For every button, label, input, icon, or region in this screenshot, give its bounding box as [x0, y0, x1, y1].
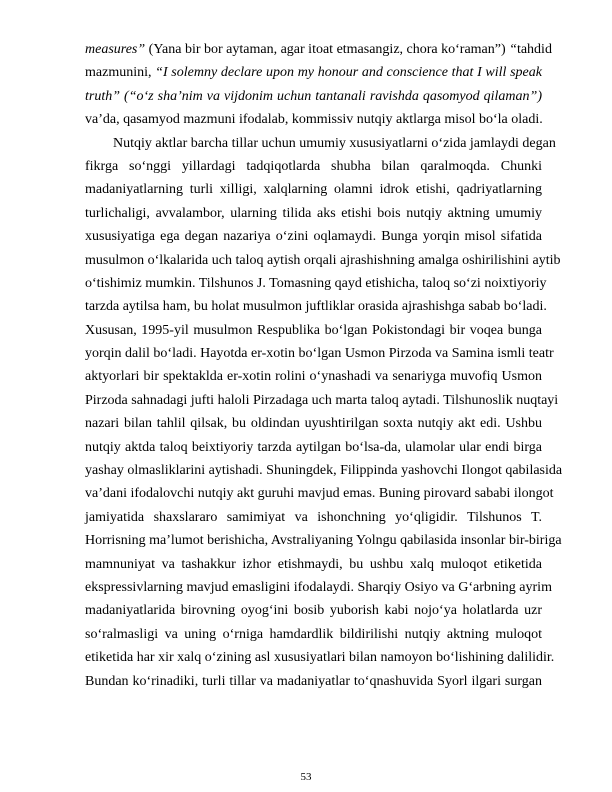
text-line: o‘tishimiz mumkin. Tilshunos J. Tomasning qayd etishicha, taloq so‘zi noixtiyoriy — [85, 275, 547, 291]
text-segment: mazmunini, — [85, 65, 156, 81]
text-line: madaniyatlarida birovning oyog‘ini bosib yuborish kabi nojo‘ya holatlarda uzr — [85, 603, 542, 619]
text-line: Pirzoda sahnadagi jufti haloli Pirzadaga uch marta taloq aytadi. Tilshunoslik nuqtayi — [85, 392, 559, 408]
document-page — [85, 38, 563, 693]
text-segment: tahdid — [516, 42, 552, 57]
paragraph-1 — [85, 38, 552, 132]
page-number: 53 — [300, 771, 312, 783]
italic-text: “I solemny declare upon my honour and conscience that I will speak — [155, 65, 542, 81]
text-line: Xususan, 1995-yil musulmon Respublika bo‘lgan Pokistondagi bir voqea bunga — [85, 322, 542, 338]
text-line: ekspressivlarning mavjud emasligini ifodalaydi. Sharqiy Osiyo va G‘arbning ayrim — [85, 579, 552, 595]
text-line — [85, 108, 542, 131]
text-line: Horrisning ma’lumot berishicha, Avstraliyaning Yolngu qabilasida insonlar bir-biriga — [85, 533, 562, 549]
text-line: musulmon o‘lkalarida uch taloq aytish orqali ajrashishning amalga oshirilishini aytib — [85, 252, 561, 268]
text-line: so‘ralmasligi va uning o‘rniga hamdardlik bildirilishi nutqiy aktning muloqot — [85, 626, 542, 642]
italic-text: “ — [509, 42, 517, 57]
text-line: tarzda aytilsa ham, bu holat musulmon juftliklar orasida ajrashishga sabab bo‘ladi. — [85, 299, 547, 315]
text-segment: va’da, qasamyod mazmuni ifodalab, kommissiv nutqiy aktlarga misol bo‘la oladi. — [85, 112, 543, 128]
text-line — [85, 85, 542, 108]
text-line: jamiyatida shaxslararo samimiyat va ishonchning yo‘qligidir. Tilshunos T. — [85, 509, 542, 525]
text-line: nazari bilan tahlil qilsak, bu oldindan uyushtirilgan soxta nutqiy akt edi. Ushbu — [85, 416, 542, 432]
italic-text: truth” (“o‘z sha’nim va vijdonim uchun tantanali ravishda qasomyod qilaman”) — [85, 88, 542, 104]
text-line: mamnuniyat va tashakkur izhor etishmaydi, bu ushbu xalq muloqot etiketida — [85, 556, 542, 572]
text-line: Nutqiy aktlar barcha tillar uchun umumiy xususiyatlarni o‘zida jamlaydi degan — [113, 135, 556, 151]
text-line: turlichaligi, avvalambor, ularning tilida aks etishi bois nutqiy aktning umumiy — [85, 205, 542, 221]
text-segment: (Yana bir bor aytaman, agar itoat etmasangiz, chora ko‘raman”) — [145, 42, 510, 57]
text-line: yashay olmasliklarini aytishadi. Shuningdek, Filippinda yashovchi Ilongot qabilasida — [85, 463, 563, 479]
text-line: yorqin dalil bo‘ladi. Hayotda er-xotin bo‘lgan Usmon Pirzoda va Samina ismli teatr — [85, 346, 554, 362]
text-line: etiketida har xir xalq o‘zining asl xususiyatlari bilan namoyon bo‘lishining dalilidir. — [85, 650, 555, 666]
text-line: Bundan ko‘rinadiki, turli tillar va madaniyatlar to‘qnashuvida Syorl ilgari surgan — [85, 673, 542, 689]
text-line: xususiyatiga ega degan nazariya o‘zini oqlamaydi. Bunga yorqin misol sifatida — [85, 229, 542, 245]
text-line — [85, 61, 542, 84]
text-line: madaniyatlarning turli xilligi, xalqlarning olamni idrok etishi, qadriyatlarning — [85, 182, 542, 198]
text-line — [85, 38, 552, 61]
text-line: va’dani ifodalovchi nutqiy akt guruhi mavjud emas. Buning pirovard sababi ilongot — [85, 486, 554, 502]
text-line: fikrga so‘nggi yillardagi tadqiqotlarda shubha bilan qaralmoqda. Chunki — [85, 158, 542, 174]
text-line: aktyorlari bir spektaklda er-xotin rolini o‘ynashadi va senariyga muvofiq Usmon — [85, 369, 542, 385]
text-line: nutqiy aktda taloq beixtiyoriy tarzda aytilgan bo‘lsa-da, ulamolar ular endi birga — [85, 439, 542, 455]
italic-text: measures” — [85, 42, 146, 57]
paragraph-2 — [85, 132, 563, 693]
